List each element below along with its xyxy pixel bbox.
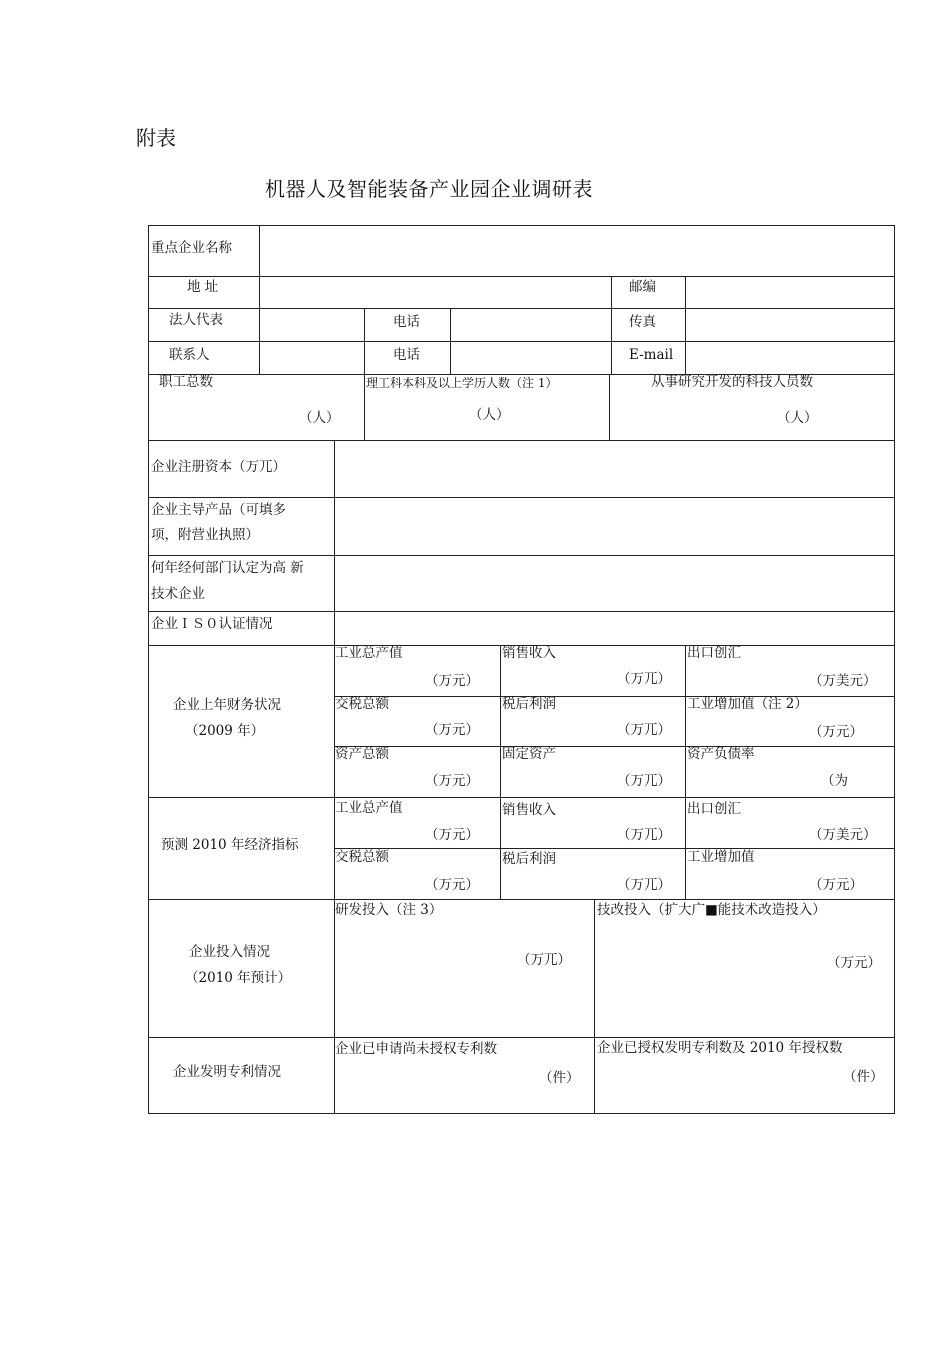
- hightech-label-1: 何年经何部门认定为高 新: [151, 560, 304, 576]
- finance-label-2: （2009 年）: [185, 723, 265, 739]
- forecast-export-unit: （万美元）: [809, 827, 877, 843]
- finance-sales: 销售收入: [502, 645, 556, 661]
- finance-total-assets-unit: （万元）: [425, 773, 479, 789]
- forecast-tax-unit: （万元）: [425, 877, 479, 893]
- rd-investment-label: 研发投入（注 3）: [335, 902, 443, 918]
- forecast-profit: 税后利润: [502, 851, 556, 867]
- finance-debt-ratio-unit: （为: [821, 773, 848, 789]
- rd-staff-label: 从事研究开发的科技人员数: [651, 374, 813, 390]
- finance-fixed-assets: 固定资产: [502, 746, 556, 762]
- total-staff-unit: （人）: [299, 410, 340, 426]
- email-label: E-mail: [629, 347, 674, 363]
- finance-total-assets: 资产总额: [335, 746, 389, 762]
- survey-form: [148, 225, 895, 1114]
- forecast-sales-unit: （万兀）: [617, 827, 671, 843]
- finance-tax-unit: （万元）: [425, 722, 479, 738]
- contact-label: 联系人: [169, 347, 210, 363]
- finance-debt-ratio: 资产负债率: [687, 746, 755, 762]
- forecast-industrial-output: 工业总产值: [335, 800, 403, 816]
- finance-industrial-output-unit: （万元）: [425, 673, 479, 689]
- degree-staff-unit: （人）: [469, 407, 510, 423]
- phone-label-2: 电话: [393, 347, 420, 363]
- finance-profit-unit: （万兀）: [617, 722, 671, 738]
- granted-patents-unit: （件）: [843, 1069, 884, 1085]
- registered-capital-label: 企业注册资本（万兀）: [151, 459, 286, 475]
- forecast-industrial-output-unit: （万元）: [425, 827, 479, 843]
- rd-staff-unit: （人）: [777, 410, 818, 426]
- finance-value-added-unit: （万元）: [809, 724, 863, 740]
- forecast-export: 出口创汇: [687, 801, 741, 817]
- finance-sales-unit: （万兀）: [617, 671, 671, 687]
- form-title: 机器人及智能装备产业园企业调研表: [265, 177, 593, 201]
- finance-export-unit: （万美元）: [809, 673, 877, 689]
- forecast-profit-unit: （万兀）: [617, 877, 671, 893]
- appendix-label: 附表: [136, 126, 176, 150]
- finance-value-added: 工业增加值（注 2）: [687, 696, 808, 712]
- legal-rep-label: 法人代表: [169, 312, 223, 328]
- finance-export: 出口创汇: [687, 645, 741, 661]
- investment-label-1: 企业投入情况: [189, 944, 270, 960]
- granted-patents-label: 企业已授权发明专利数及 2010 年授权数: [597, 1040, 843, 1056]
- investment-label-2: （2010 年预计）: [185, 970, 292, 986]
- forecast-label: 预测 2010 年经济指标: [161, 837, 299, 853]
- rd-investment-unit: （万兀）: [517, 952, 571, 968]
- finance-profit: 税后利润: [502, 696, 556, 712]
- address-label: 地 址: [187, 279, 219, 295]
- main-products-label-1: 企业主导产品（可填多: [151, 502, 286, 518]
- finance-label-1: 企业上年财务状况: [173, 697, 281, 713]
- forecast-sales: 销售收入: [502, 802, 556, 818]
- finance-industrial-output: 工业总产值: [335, 645, 403, 661]
- total-staff-label: 职工总数: [159, 374, 213, 390]
- forecast-value-added: 工业增加值: [687, 849, 755, 865]
- forecast-value-added-unit: （万元）: [809, 877, 863, 893]
- postcode-label: 邮编: [629, 279, 656, 295]
- finance-tax: 交税总额: [335, 696, 389, 712]
- pending-patents-unit: （件）: [539, 1070, 580, 1086]
- forecast-tax: 交税总额: [335, 849, 389, 865]
- degree-staff-label: 理工科本科及以上学历人数（注 1）: [366, 376, 558, 390]
- phone-label-1: 电话: [393, 314, 420, 330]
- tech-investment-label: 技改投入（扩大广■能技术改造投入）: [597, 902, 826, 918]
- pending-patents-label: 企业已申请尚未授权专利数: [335, 1041, 497, 1057]
- finance-fixed-assets-unit: （万兀）: [617, 773, 671, 789]
- tech-investment-unit: （万元）: [827, 955, 881, 971]
- hightech-label-2: 技术企业: [151, 586, 205, 602]
- fax-label: 传真: [629, 314, 656, 330]
- iso-label: 企业ＩＳ０认证情况: [151, 616, 273, 632]
- patent-label: 企业发明专利情况: [173, 1064, 281, 1080]
- main-products-label-2: 项，附营业执照）: [151, 527, 259, 543]
- company-name-label: 重点企业名称: [151, 240, 232, 256]
